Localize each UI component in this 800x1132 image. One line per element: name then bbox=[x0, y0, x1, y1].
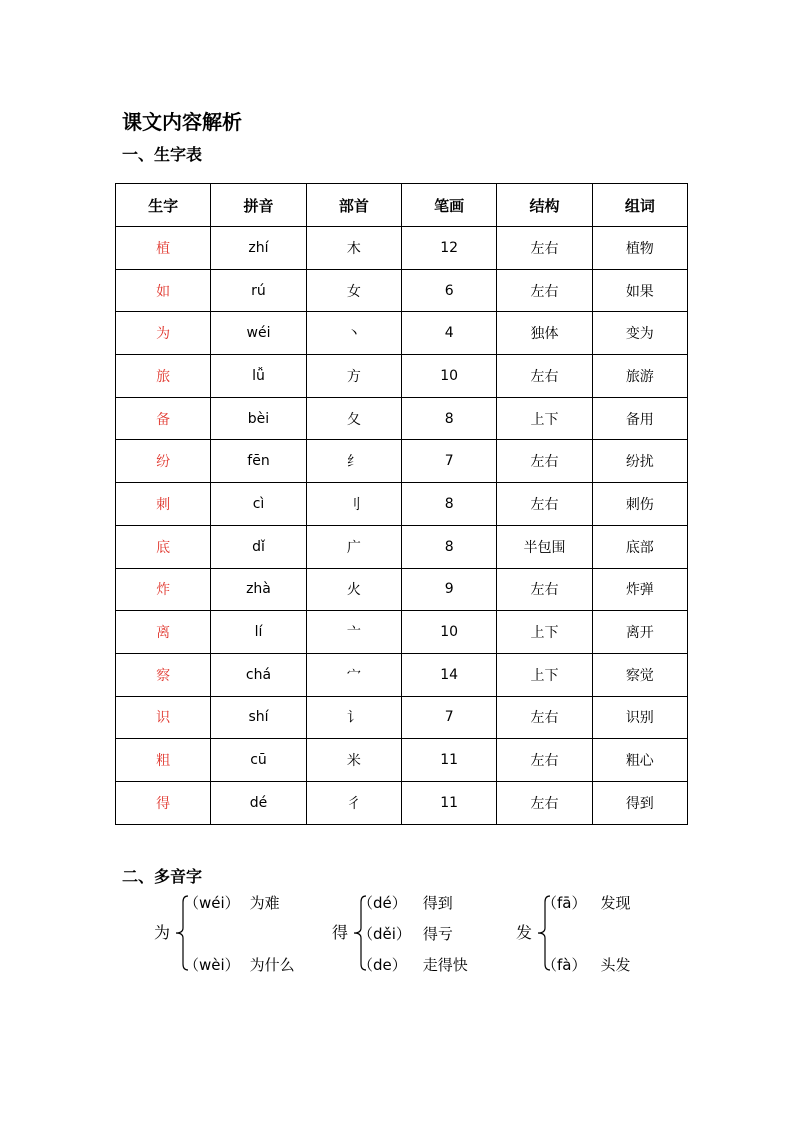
vocab-char-cell: 粗 bbox=[116, 739, 211, 782]
structure-cell: 左右 bbox=[497, 440, 592, 483]
stroke-count-cell: 9 bbox=[401, 568, 496, 611]
structure-cell: 上下 bbox=[497, 611, 592, 654]
word-cell: 纷扰 bbox=[592, 440, 687, 483]
table-row bbox=[116, 269, 688, 312]
table-row bbox=[116, 568, 688, 611]
stroke-count-cell: 8 bbox=[401, 483, 496, 526]
pinyin-cell: bèi bbox=[211, 397, 306, 440]
stroke-count-cell: 4 bbox=[401, 312, 496, 355]
table-row bbox=[116, 781, 688, 824]
radical-cell: 方 bbox=[306, 355, 401, 398]
stroke-count-cell: 12 bbox=[401, 227, 496, 270]
reading-pinyin: （děi） bbox=[358, 925, 411, 943]
structure-cell: 左右 bbox=[497, 568, 592, 611]
reading-word: 得亏 bbox=[422, 925, 453, 943]
vocab-char-cell: 旅 bbox=[116, 355, 211, 398]
table-row bbox=[116, 611, 688, 654]
reading-word: 头发 bbox=[600, 956, 631, 974]
radical-cell: 宀 bbox=[306, 653, 401, 696]
table-row bbox=[116, 525, 688, 568]
radical-cell: 女 bbox=[306, 269, 401, 312]
structure-cell: 左右 bbox=[497, 739, 592, 782]
table-row bbox=[116, 696, 688, 739]
section-title-vocab: 一、生字表 bbox=[122, 145, 203, 164]
pinyin-cell: wéi bbox=[211, 312, 306, 355]
reading-word: 为难 bbox=[249, 894, 280, 912]
polyphonic-char: 发 bbox=[516, 923, 533, 942]
pinyin-cell: cū bbox=[211, 739, 306, 782]
reading-entry bbox=[358, 954, 468, 975]
structure-cell: 上下 bbox=[497, 397, 592, 440]
radical-cell: 夂 bbox=[306, 397, 401, 440]
pinyin-cell: fēn bbox=[211, 440, 306, 483]
radical-cell: 彳 bbox=[306, 781, 401, 824]
reading-word: 走得快 bbox=[422, 956, 468, 974]
structure-cell: 左右 bbox=[497, 227, 592, 270]
polyphonic-group-de bbox=[330, 886, 533, 976]
structure-cell: 左右 bbox=[497, 483, 592, 526]
stroke-count-cell: 14 bbox=[401, 653, 496, 696]
pinyin-cell: zhí bbox=[211, 227, 306, 270]
reading-entry bbox=[542, 954, 631, 975]
radical-cell: 亠 bbox=[306, 611, 401, 654]
vocab-char-cell: 纷 bbox=[116, 440, 211, 483]
table-row bbox=[116, 355, 688, 398]
word-cell: 得到 bbox=[592, 781, 687, 824]
word-cell: 旅游 bbox=[592, 355, 687, 398]
reading-word: 得到 bbox=[422, 894, 453, 912]
polyphonic-group-wei bbox=[150, 886, 350, 976]
vocab-char-cell: 炸 bbox=[116, 568, 211, 611]
section-title-polyphonic: 二、多音字 bbox=[122, 867, 203, 886]
word-cell: 刺伤 bbox=[592, 483, 687, 526]
pinyin-cell: cì bbox=[211, 483, 306, 526]
structure-cell: 左右 bbox=[497, 781, 592, 824]
structure-cell: 左右 bbox=[497, 355, 592, 398]
structure-cell: 左右 bbox=[497, 269, 592, 312]
word-cell: 变为 bbox=[592, 312, 687, 355]
reading-pinyin: （wèi） bbox=[184, 956, 240, 974]
table-row bbox=[116, 483, 688, 526]
polyphonic-group-fa bbox=[514, 886, 714, 976]
header-cell: 部首 bbox=[306, 184, 401, 227]
radical-cell: 米 bbox=[306, 739, 401, 782]
pinyin-cell: dǐ bbox=[211, 525, 306, 568]
vocab-char-cell: 识 bbox=[116, 696, 211, 739]
reading-pinyin: （fà） bbox=[542, 956, 587, 974]
reading-pinyin: （de） bbox=[358, 956, 407, 974]
radical-cell: 木 bbox=[306, 227, 401, 270]
stroke-count-cell: 7 bbox=[401, 696, 496, 739]
word-cell: 察觉 bbox=[592, 653, 687, 696]
structure-cell: 上下 bbox=[497, 653, 592, 696]
header-cell: 生字 bbox=[116, 184, 211, 227]
pinyin-cell: rú bbox=[211, 269, 306, 312]
vocab-char-cell: 得 bbox=[116, 781, 211, 824]
vocab-char-cell: 底 bbox=[116, 525, 211, 568]
word-cell: 识别 bbox=[592, 696, 687, 739]
word-cell: 如果 bbox=[592, 269, 687, 312]
header-cell: 组词 bbox=[592, 184, 687, 227]
vocab-char-cell: 如 bbox=[116, 269, 211, 312]
word-cell: 离开 bbox=[592, 611, 687, 654]
vocab-char-cell: 植 bbox=[116, 227, 211, 270]
radical-cell: 火 bbox=[306, 568, 401, 611]
stroke-count-cell: 11 bbox=[401, 739, 496, 782]
stroke-count-cell: 6 bbox=[401, 269, 496, 312]
reading-pinyin: （fā） bbox=[542, 894, 587, 912]
radical-cell: 刂 bbox=[306, 483, 401, 526]
vocab-table bbox=[115, 183, 688, 825]
table-row bbox=[116, 440, 688, 483]
table-row bbox=[116, 739, 688, 782]
vocab-char-cell: 离 bbox=[116, 611, 211, 654]
reading-pinyin: （dé） bbox=[358, 894, 407, 912]
reading-entry bbox=[358, 892, 453, 913]
pinyin-cell: lǚ bbox=[211, 355, 306, 398]
table-row bbox=[116, 653, 688, 696]
structure-cell: 半包围 bbox=[497, 525, 592, 568]
stroke-count-cell: 7 bbox=[401, 440, 496, 483]
pinyin-cell: zhà bbox=[211, 568, 306, 611]
document-title: 课文内容解析 bbox=[122, 110, 242, 134]
header-cell: 笔画 bbox=[401, 184, 496, 227]
stroke-count-cell: 10 bbox=[401, 355, 496, 398]
word-cell: 底部 bbox=[592, 525, 687, 568]
polyphonic-char: 为 bbox=[154, 923, 171, 942]
pinyin-cell: shí bbox=[211, 696, 306, 739]
word-cell: 粗心 bbox=[592, 739, 687, 782]
polyphonic-char: 得 bbox=[332, 923, 349, 942]
header-cell: 结构 bbox=[497, 184, 592, 227]
radical-cell: 纟 bbox=[306, 440, 401, 483]
vocab-char-cell: 刺 bbox=[116, 483, 211, 526]
reading-entry bbox=[184, 954, 295, 975]
structure-cell: 左右 bbox=[497, 696, 592, 739]
reading-pinyin: （wéi） bbox=[184, 894, 240, 912]
word-cell: 植物 bbox=[592, 227, 687, 270]
reading-word: 发现 bbox=[600, 894, 631, 912]
vocab-char-cell: 为 bbox=[116, 312, 211, 355]
radical-cell: 广 bbox=[306, 525, 401, 568]
structure-cell: 独体 bbox=[497, 312, 592, 355]
pinyin-cell: lí bbox=[211, 611, 306, 654]
vocab-char-cell: 察 bbox=[116, 653, 211, 696]
reading-word: 为什么 bbox=[249, 956, 295, 974]
table-header-row bbox=[116, 184, 688, 227]
vocab-char-cell: 备 bbox=[116, 397, 211, 440]
table-row bbox=[116, 397, 688, 440]
reading-entry bbox=[358, 923, 453, 944]
radical-cell: 讠 bbox=[306, 696, 401, 739]
pinyin-cell: dé bbox=[211, 781, 306, 824]
reading-entry bbox=[184, 892, 280, 913]
stroke-count-cell: 8 bbox=[401, 397, 496, 440]
table-row bbox=[116, 312, 688, 355]
table-row bbox=[116, 227, 688, 270]
word-cell: 炸弹 bbox=[592, 568, 687, 611]
header-cell: 拼音 bbox=[211, 184, 306, 227]
stroke-count-cell: 11 bbox=[401, 781, 496, 824]
stroke-count-cell: 10 bbox=[401, 611, 496, 654]
pinyin-cell: chá bbox=[211, 653, 306, 696]
word-cell: 备用 bbox=[592, 397, 687, 440]
reading-entry bbox=[542, 892, 631, 913]
stroke-count-cell: 8 bbox=[401, 525, 496, 568]
radical-cell: 丶 bbox=[306, 312, 401, 355]
